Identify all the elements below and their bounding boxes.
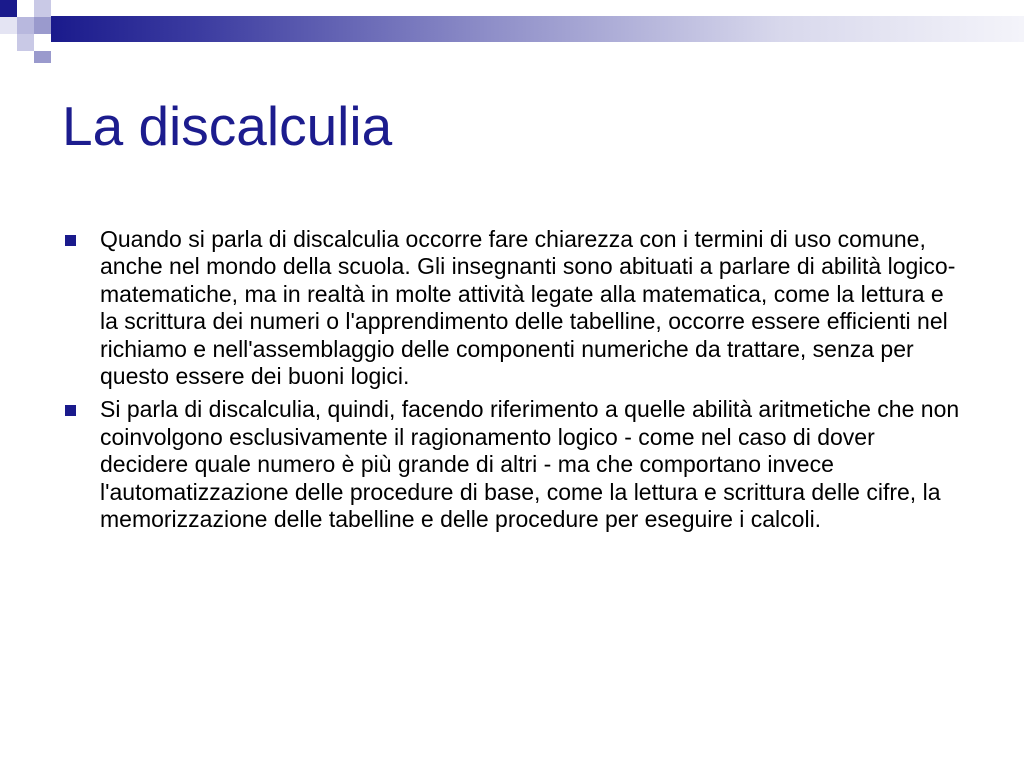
header-decoration-square [34, 51, 51, 63]
slide-title: La discalculia [62, 95, 393, 157]
header-decoration-square [17, 17, 34, 34]
header-decoration-square [0, 0, 17, 17]
header-decoration-square [34, 17, 51, 34]
bullet-text: Quando si parla di discalculia occorre fare chiarezza con i termini di uso comune, anche nel mondo della scuola. Gli insegnanti sono abituati a parlare di abilità logico-matematiche, ma in realtà in molte attività legate alla matematica, come la lettura e la scrittura dei numeri o l'apprendimento delle tabelline, occorre essere efficienti nel richiamo e nell'assemblaggio delle componenti numeriche da trattare, senza per questo essere dei buoni logici. [100, 226, 956, 390]
square-bullet-icon [65, 405, 76, 416]
header-decoration-square [34, 0, 51, 17]
header-decoration-square [34, 34, 51, 51]
bullet-list [62, 226, 962, 539]
header-gradient-bar [51, 16, 1024, 42]
header-decoration-square [17, 0, 34, 17]
bullet-text: Si parla di discalculia, quindi, facendo riferimento a quelle abilità aritmetiche che non coinvolgono esclusivamente il ragionamento logico - come nel caso di dover decidere quale numero è più grande di altri - ma che comportano invece l'automatizzazione delle procedure di base, come la lettura e scrittura delle cifre, la memorizzazione delle tabelline e delle procedure per eseguire i calcoli. [100, 396, 960, 533]
header-decoration-square [0, 34, 17, 51]
bullet-item [62, 226, 962, 390]
square-bullet-icon [65, 235, 76, 246]
header-decoration-square [17, 34, 34, 51]
header-decoration-square [0, 17, 17, 34]
bullet-item [62, 396, 962, 533]
